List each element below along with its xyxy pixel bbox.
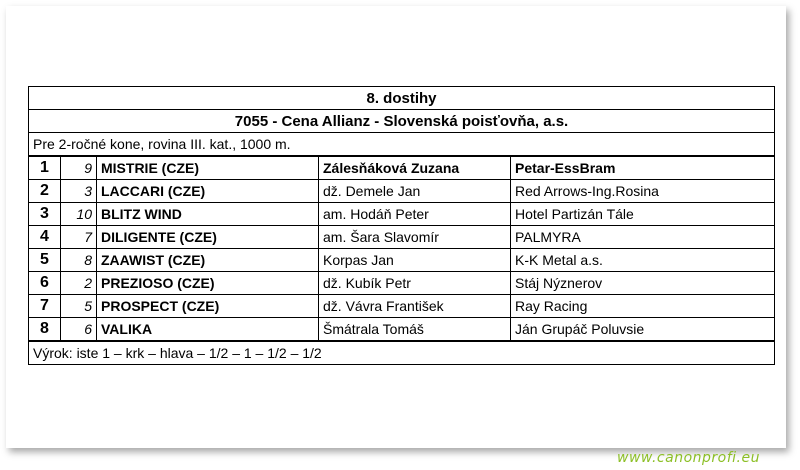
watermark: www.canonprofi.eu <box>617 450 760 466</box>
race-conditions-row <box>29 133 775 157</box>
entry-position: 4 <box>29 226 61 249</box>
entry-jockey: Šmátrala Tomáš <box>319 318 511 342</box>
entry-jockey: am. Šara Slavomír <box>319 226 511 249</box>
entry-jockey: dž. Demele Jan <box>319 180 511 203</box>
race-results-table <box>28 86 775 365</box>
entry-jockey: Korpas Jan <box>319 249 511 272</box>
race-result-row <box>29 341 775 365</box>
entry-number: 2 <box>61 272 97 295</box>
entry-owner: K-K Metal a.s. <box>511 249 775 272</box>
entry-position: 1 <box>29 156 61 180</box>
table-row <box>29 226 775 249</box>
entry-owner: Ray Racing <box>511 295 775 318</box>
entry-position: 3 <box>29 203 61 226</box>
entry-horse: VALIKA <box>97 318 319 342</box>
table-row <box>29 203 775 226</box>
entry-number: 3 <box>61 180 97 203</box>
entry-horse: LACCARI (CZE) <box>97 180 319 203</box>
entry-owner: Ján Grupáč Poluvsie <box>511 318 775 342</box>
entry-jockey: dž. Vávra František <box>319 295 511 318</box>
table-row <box>29 272 775 295</box>
race-number-row <box>29 87 775 110</box>
entry-number: 8 <box>61 249 97 272</box>
entry-number: 10 <box>61 203 97 226</box>
table-row <box>29 318 775 342</box>
entry-position: 2 <box>29 180 61 203</box>
entry-position: 6 <box>29 272 61 295</box>
table-row <box>29 249 775 272</box>
entry-owner: Hotel Partizán Tále <box>511 203 775 226</box>
race-conditions: Pre 2-ročné kone, rovina III. kat., 1000 m. <box>29 133 775 157</box>
entry-jockey: dž. Kubík Petr <box>319 272 511 295</box>
entry-horse: BLITZ WIND <box>97 203 319 226</box>
entry-horse: DILIGENTE (CZE) <box>97 226 319 249</box>
entry-owner: Red Arrows-Ing.Rosina <box>511 180 775 203</box>
entry-position: 7 <box>29 295 61 318</box>
entry-jockey: Zálesňáková Zuzana <box>319 156 511 180</box>
entry-owner: PALMYRA <box>511 226 775 249</box>
entry-position: 8 <box>29 318 61 342</box>
entry-position: 5 <box>29 249 61 272</box>
race-result: Výrok: iste 1 – krk – hlava – 1/2 – 1 – 1/2 – 1/2 <box>29 341 775 365</box>
entry-owner: Petar-EssBram <box>511 156 775 180</box>
race-name-row <box>29 110 775 133</box>
entry-number: 7 <box>61 226 97 249</box>
table-row <box>29 295 775 318</box>
entry-number: 6 <box>61 318 97 342</box>
race-name: 7055 - Cena Allianz - Slovenská poisťovňa, a.s. <box>29 110 775 133</box>
entry-number: 9 <box>61 156 97 180</box>
entry-horse: PROSPECT (CZE) <box>97 295 319 318</box>
entry-horse: PREZIOSO (CZE) <box>97 272 319 295</box>
entry-jockey: am. Hodáň Peter <box>319 203 511 226</box>
race-number: 8. dostihy <box>29 87 775 110</box>
table-row <box>29 156 775 180</box>
entry-horse: MISTRIE (CZE) <box>97 156 319 180</box>
table-row <box>29 180 775 203</box>
entry-number: 5 <box>61 295 97 318</box>
entry-owner: Stáj Nýznerov <box>511 272 775 295</box>
entry-horse: ZAAWIST (CZE) <box>97 249 319 272</box>
